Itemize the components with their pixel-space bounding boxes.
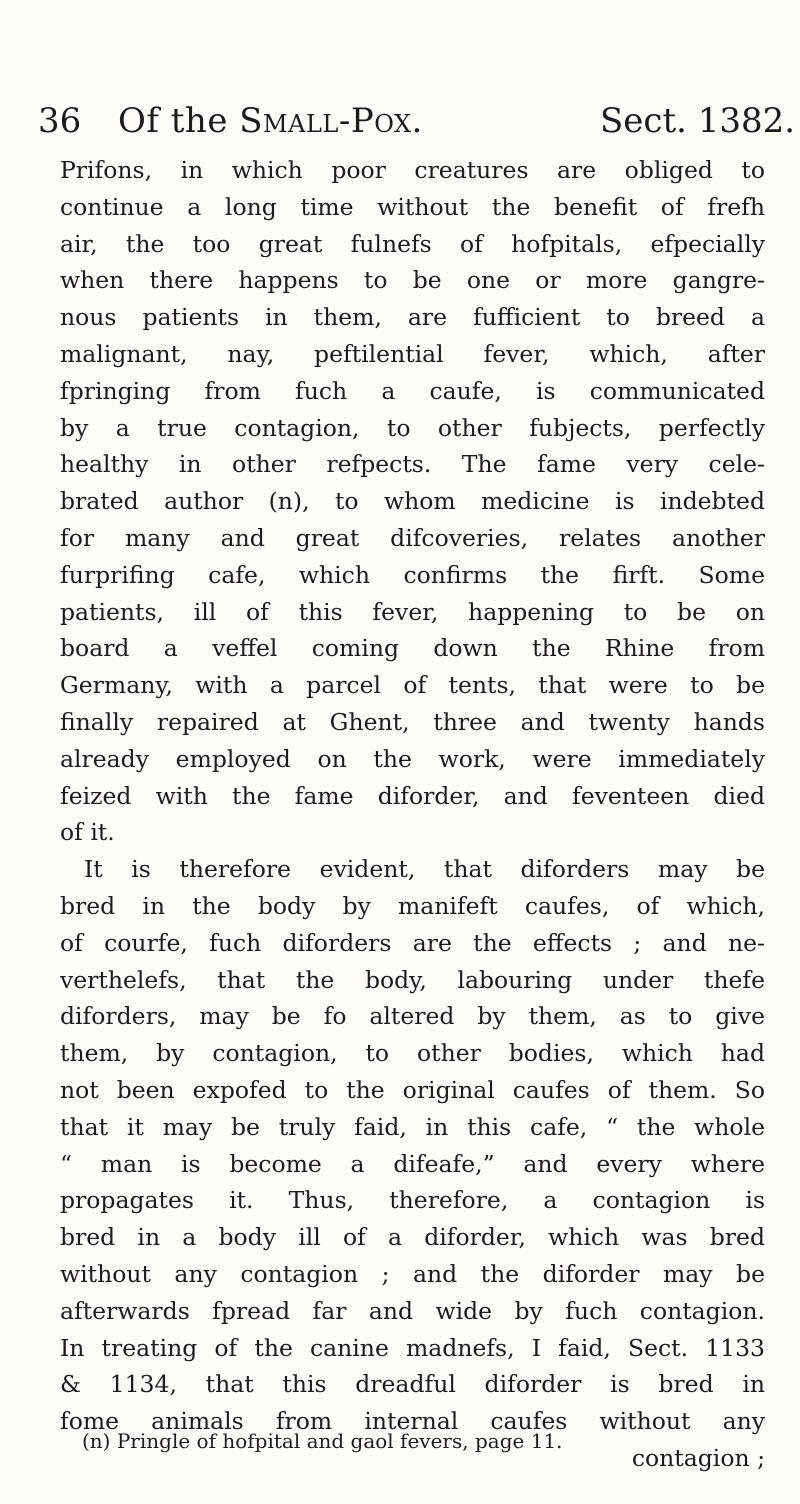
title-smallcaps: Small-Pox.: [239, 101, 423, 141]
text-line: feized with the fame diforder, and feventeen died: [60, 781, 765, 810]
text-line: verthelefs, that the body, labouring under thefe: [60, 965, 765, 994]
text-line: furprifing cafe, which confirms the firft. Some: [60, 560, 765, 589]
text-line: when there happens to be one or more gangre-: [60, 266, 765, 295]
text-line: them, by contagion, to other bodies, which had: [60, 1039, 765, 1068]
text-line: fpringing from fuch a caufe, is communicated: [60, 376, 765, 405]
text-line: fome animals from internal caufes without any: [60, 1407, 765, 1436]
text-line: without any contagion ; and the diforder may be: [60, 1259, 765, 1288]
text-line: not been expofed to the original caufes of them. So: [60, 1075, 765, 1104]
text-line: Germany, with a parcel of tents, that were to be: [60, 671, 765, 700]
text-line: continue a long time without the benefit of frefh: [60, 192, 765, 221]
text-line: bred in the body by manifeft caufes, of which,: [60, 891, 765, 920]
text-line: that it may be truly faid, in this cafe, “ the whole: [60, 1112, 765, 1141]
text-line: bred in a body ill of a diforder, which was bred: [60, 1223, 765, 1252]
text-line: contagion ;: [631, 1443, 765, 1472]
text-line: healthy in other refpects. The fame very cele-: [60, 450, 765, 479]
text-line: “ man is become a difeafe,” and every where: [60, 1149, 765, 1178]
text-line: propagates it. Thus, therefore, a contagion is: [60, 1186, 765, 1215]
text-line: of it.: [60, 818, 115, 847]
running-head: [38, 96, 796, 146]
text-line: diforders, may be fo altered by them, as to give: [60, 1002, 765, 1031]
text-line: by a true contagion, to other fubjects, perfectly: [60, 413, 765, 442]
chapter-title: [118, 96, 423, 146]
text-line: Prifons, in which poor creatures are obliged to: [60, 156, 765, 184]
text-line: brated author (n), to whom medicine is indebted: [60, 487, 765, 516]
page-number: 36: [38, 101, 82, 141]
text-line: for many and great difcoveries, relates another: [60, 523, 765, 552]
text-line: nous patients in them, are fufficient to breed a: [60, 303, 765, 332]
text-line: & 1134, that this dreadful diforder is bred in: [60, 1370, 765, 1399]
text-line: malignant, nay, peftilential fever, which, after: [60, 339, 765, 368]
text-line: finally repaired at Ghent, three and twenty hands: [60, 707, 765, 736]
body-text: [60, 152, 765, 1477]
text-line: air, the too great fulnefs of hofpitals, efpecially: [60, 229, 765, 258]
text-line: afterwards fpread far and wide by fuch contagion.: [60, 1296, 765, 1325]
text-line: In treating of the canine madnefs, I faid, Sect. 1133: [60, 1333, 765, 1362]
section-number: Sect. 1382.: [600, 101, 796, 141]
text-line: of courfe, fuch diforders are the effects ; and ne-: [60, 928, 765, 957]
text-line: already employed on the work, were immediately: [60, 744, 765, 773]
title-prefix: Of the: [118, 101, 228, 141]
text-line: board a veffel coming down the Rhine from: [60, 634, 765, 663]
paragraph-start-line: It is therefore evident, that diforders may be: [84, 855, 765, 884]
footnote: (n) Pringle of hofpital and gaol fevers, page 11.: [82, 1429, 563, 1453]
text-line: patients, ill of this fever, happening to be on: [60, 597, 765, 626]
